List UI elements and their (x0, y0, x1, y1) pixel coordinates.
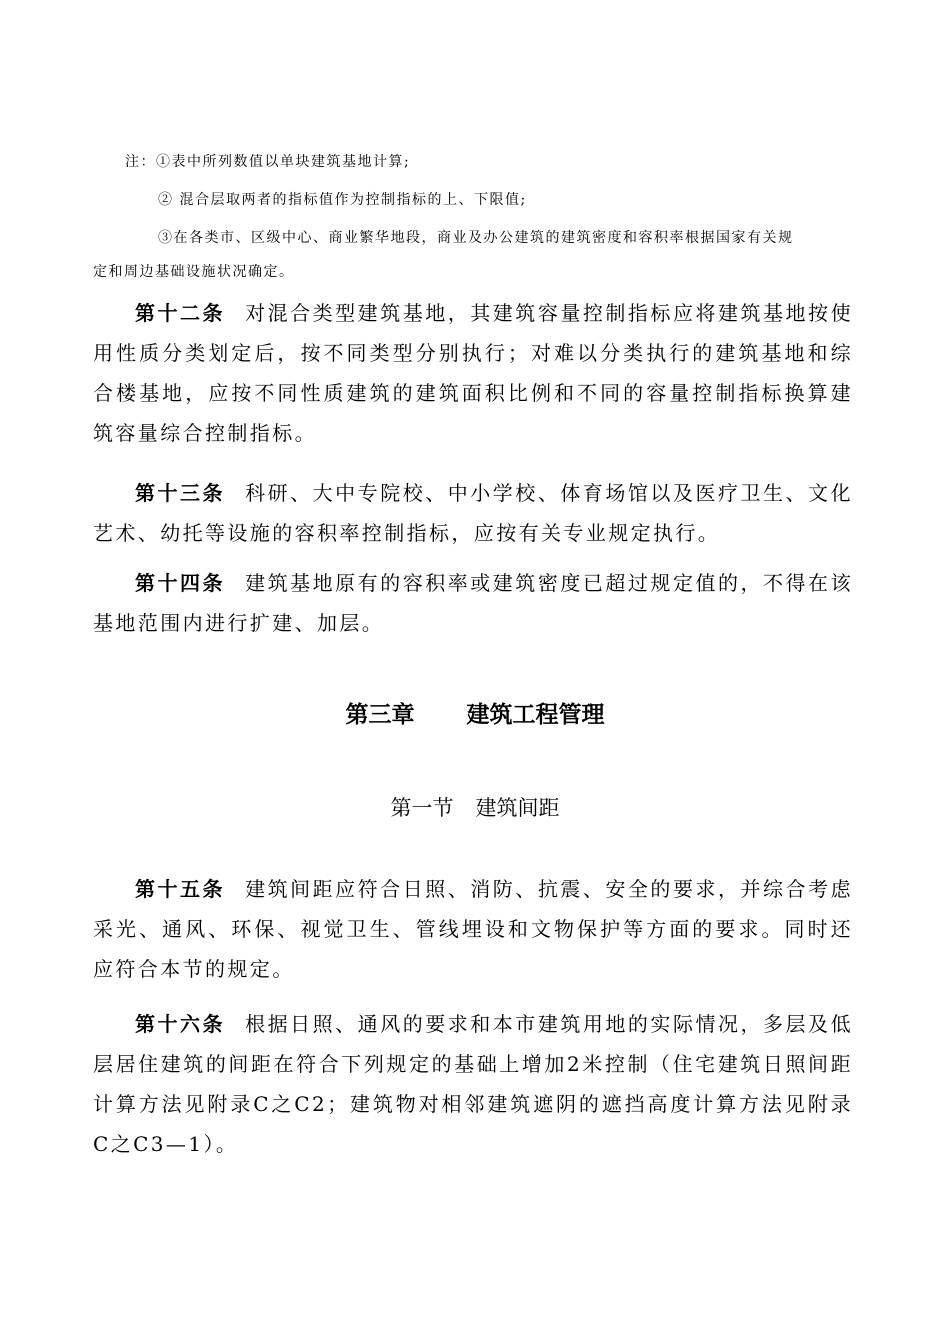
article-number: 第十三条 (135, 481, 226, 505)
article-text: 建筑间距应符合日照、消防、抗震、安全的要求，并综合考虑采光、通风、环保、视觉卫生、管线埋设和文物保护等方面的要求。同时还应符合本节的规定。 (93, 877, 853, 981)
article-number: 第十四条 (135, 571, 226, 595)
table-note-1: 注：①表中所列数值以单块建筑基地计算; (125, 154, 411, 170)
article-number: 第十六条 (135, 1012, 226, 1036)
article-text: 对混合类型建筑基地，其建筑容量控制指标应将建筑基地按使用性质分类划定后，按不同类型分别执行；对难以分类执行的建筑基地和综合楼基地，应按不同性质建筑的建筑面积比例和不同的容量控制指标换算建筑容量综合控制指标。 (93, 301, 853, 445)
article-13 (93, 473, 853, 553)
article-text: 科研、大中专院校、中小学校、体育场馆以及医疗卫生、文化艺术、幼托等设施的容积率控制指标，应按有关专业规定执行。 (93, 481, 853, 545)
article-number: 第十五条 (135, 877, 226, 901)
chapter-number: 第三章 (345, 702, 415, 728)
article-12 (93, 293, 853, 453)
article-number: 第十二条 (135, 301, 226, 325)
article-text: 根据日照、通风的要求和本市建筑用地的实际情况，多层及低层居住建筑的间距在符合下列规定的基础上增加2米控制（住宅建筑日照间距计算方法见附录C之C2；建筑物对相邻建筑遮阴的遮挡高度计算方法见附录C之C3—1）。 (93, 1012, 853, 1156)
chapter-heading (0, 698, 950, 732)
chapter-title: 建筑工程管理 (466, 702, 605, 728)
section-number: 第一节 (390, 796, 454, 820)
table-note-3-line-1: ③在各类市、区级中心、商业繁华地段，商业及办公建筑的建筑密度和容积率根据国家有关规 (158, 230, 794, 246)
section-title: 建筑间距 (475, 796, 560, 820)
article-15 (93, 869, 853, 989)
table-note-3-line-2: 定和周边基础设施状况确定。 (93, 264, 295, 280)
section-heading (0, 792, 950, 824)
article-text: 建筑基地原有的容积率或建筑密度已超过规定值的，不得在该基地范围内进行扩建、加层。 (93, 571, 853, 635)
article-16 (93, 1004, 853, 1164)
article-14 (93, 563, 853, 643)
table-note-2: ② 混合层取两者的指标值作为控制指标的上、下限值; (158, 192, 527, 208)
